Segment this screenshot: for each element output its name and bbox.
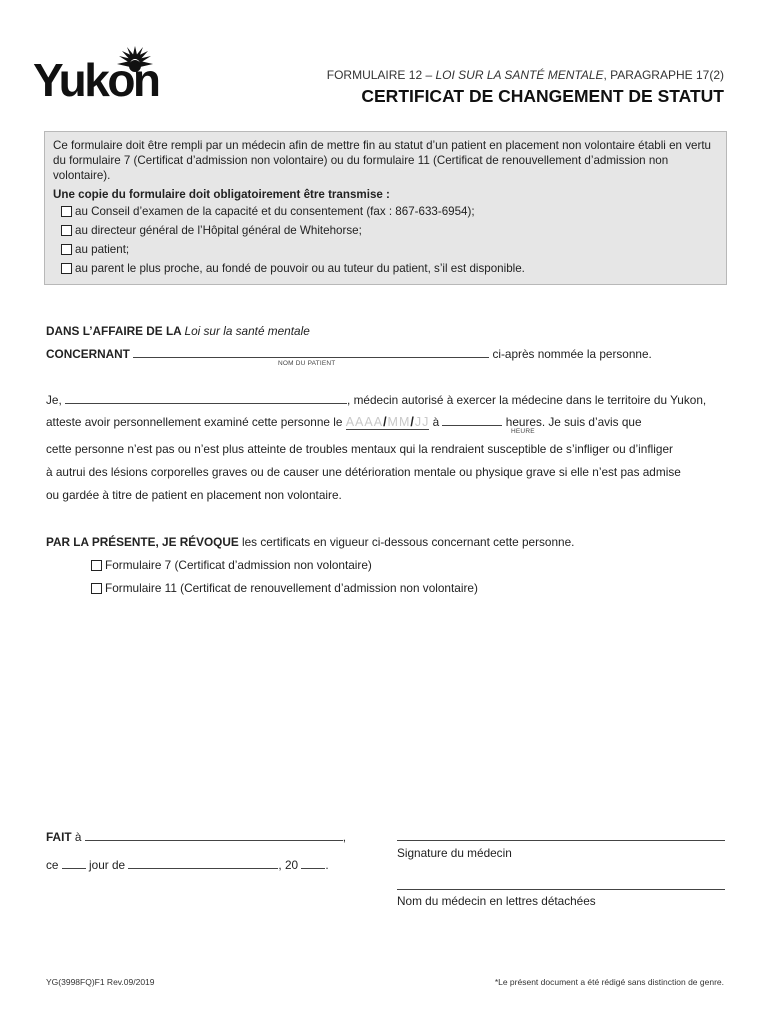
instructions-box: [44, 131, 727, 285]
physician-line: Je, , médecin autorisé à exercer la médecine dans le territoire du Yukon,: [46, 393, 707, 407]
page-title: CERTIFICAT DE CHANGEMENT DE STATUT: [361, 86, 724, 106]
exam-date-line: atteste avoir personnellement examiné cette personne le AAAA/MM/JJ à heures. Je suis d’avis que: [46, 415, 642, 429]
checkbox[interactable]: [91, 560, 102, 571]
checkbox[interactable]: [61, 225, 72, 236]
year-field[interactable]: [301, 857, 325, 869]
logo-wordmark: Yukon: [33, 54, 159, 106]
revoke-option[interactable]: Formulaire 11 (Certificat de renouvellement d’admission non volontaire): [91, 581, 478, 595]
form-code: YG(3998FQ)F1 Rev.09/2019: [46, 977, 155, 987]
form-reference: FORMULAIRE 12 – LOI SUR LA SANTÉ MENTALE, PARAGRAPHE 17(2): [326, 68, 724, 82]
recipient-item[interactable]: au parent le plus proche, au fondé de pouvoir ou au tuteur du patient, s’il est disponible.: [61, 259, 718, 278]
copy-heading: Une copie du formulaire doit obligatoirement être transmise :: [53, 188, 390, 201]
date-line: ce jour de , 20 .: [46, 858, 329, 872]
statement-line-5: ou gardée à titre de patient en placement non volontaire.: [46, 488, 342, 502]
checkbox[interactable]: [61, 244, 72, 255]
revoke-option[interactable]: Formulaire 7 (Certificat d’admission non volontaire): [91, 558, 372, 572]
instructions-intro: Ce formulaire doit être rempli par un médecin afin de mettre fin au statut d’un patient en placement non volontaire établi en vertu du formulaire 7 (Certificat d’admission non volontaire) ou du formulaire 11 (Certificat de renouvellement d’admission non volontaire).: [53, 139, 711, 182]
signature-label: Signature du médecin: [397, 846, 512, 860]
statement-line-3: cette personne n’est pas ou n’est plus atteinte de troubles mentaux qui la rendraient susceptible de s’infliger ou d’infliger: [46, 442, 673, 456]
physician-name-field[interactable]: [65, 392, 347, 404]
done-at-line: FAIT à ,: [46, 830, 346, 844]
day-field[interactable]: [62, 857, 86, 869]
hour-caption: HEURE: [511, 428, 535, 435]
concerning-line: CONCERNANT ci-après nommée la personne.: [46, 347, 652, 361]
patient-name-caption: NOM DU PATIENT: [278, 360, 336, 367]
checkbox[interactable]: [91, 583, 102, 594]
revoke-line: PAR LA PRÉSENTE, JE RÉVOQUE les certificats en vigueur ci-dessous concernant cette personne.: [46, 535, 575, 549]
recipient-item[interactable]: au Conseil d’examen de la capacité et du consentement (fax : 867-633-6954);: [61, 202, 718, 221]
gender-note: *Le présent document a été rédigé sans distinction de genre.: [494, 977, 724, 987]
signature-field[interactable]: [397, 840, 725, 841]
recipient-item[interactable]: au patient;: [61, 240, 718, 259]
checkbox[interactable]: [61, 263, 72, 274]
recipient-item[interactable]: au directeur général de l’Hôpital général de Whitehorse;: [61, 221, 718, 240]
exam-hour-field[interactable]: [442, 414, 502, 426]
statement-line-4: à autrui des lésions corporelles graves ou de causer une détérioration mentale ou physique grave si elle n’est pas admise: [46, 465, 681, 479]
yukon-logo: [34, 44, 174, 106]
printed-name-field[interactable]: [397, 889, 725, 890]
checkbox[interactable]: [61, 206, 72, 217]
patient-name-field[interactable]: [133, 346, 489, 358]
matter-line: DANS L’AFFAIRE DE LA Loi sur la santé mentale: [46, 324, 310, 338]
exam-date-field[interactable]: AAAA/MM/JJ: [345, 415, 430, 429]
place-field[interactable]: [85, 829, 343, 841]
printed-name-label: Nom du médecin en lettres détachées: [397, 894, 596, 908]
month-field[interactable]: [128, 857, 278, 869]
